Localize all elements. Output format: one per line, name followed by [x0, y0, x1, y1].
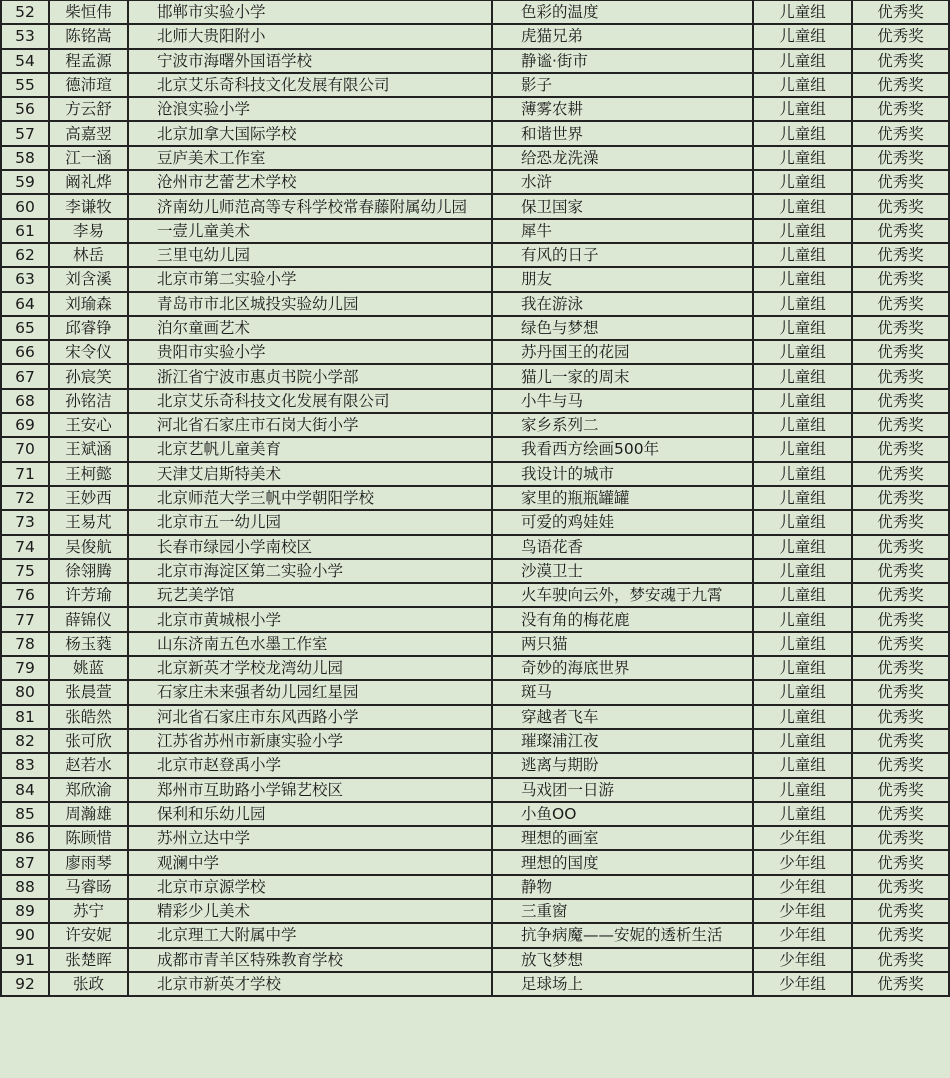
table-row — [1, 389, 949, 413]
table-row — [1, 170, 949, 194]
artwork-title: 犀牛 — [492, 219, 753, 243]
row-number: 79 — [1, 656, 49, 680]
age-group: 少年组 — [753, 875, 852, 899]
award-level: 优秀奖 — [852, 729, 949, 753]
row-number: 91 — [1, 948, 49, 972]
row-number: 57 — [1, 121, 49, 145]
age-group: 儿童组 — [753, 267, 852, 291]
participant-name: 李谦牧 — [49, 194, 128, 218]
artwork-title: 三重窗 — [492, 899, 753, 923]
award-level: 优秀奖 — [852, 267, 949, 291]
award-level: 优秀奖 — [852, 826, 949, 850]
participant-name: 张晨萱 — [49, 680, 128, 704]
school-name: 济南幼儿师范高等专科学校常春藤附属幼儿园 — [128, 194, 492, 218]
participant-name: 张可欣 — [49, 729, 128, 753]
school-name: 江苏省苏州市新康实验小学 — [128, 729, 492, 753]
age-group: 儿童组 — [753, 146, 852, 170]
table-row — [1, 292, 949, 316]
award-level: 优秀奖 — [852, 510, 949, 534]
school-name: 成都市青羊区特殊教育学校 — [128, 948, 492, 972]
table-row — [1, 656, 949, 680]
school-name: 北京市京源学校 — [128, 875, 492, 899]
row-number: 80 — [1, 680, 49, 704]
row-number: 64 — [1, 292, 49, 316]
participant-name: 陈铭嵩 — [49, 24, 128, 48]
artwork-title: 小牛与马 — [492, 389, 753, 413]
row-number: 83 — [1, 753, 49, 777]
school-name: 苏州立达中学 — [128, 826, 492, 850]
artwork-title: 保卫国家 — [492, 194, 753, 218]
school-name: 河北省石家庄市石岗大街小学 — [128, 413, 492, 437]
participant-name: 姚蓝 — [49, 656, 128, 680]
table-row — [1, 73, 949, 97]
award-level: 优秀奖 — [852, 802, 949, 826]
participant-name: 王妙西 — [49, 486, 128, 510]
award-level: 优秀奖 — [852, 486, 949, 510]
age-group: 儿童组 — [753, 364, 852, 388]
row-number: 73 — [1, 510, 49, 534]
table-row — [1, 948, 949, 972]
participant-name: 徐翎腾 — [49, 559, 128, 583]
row-number: 53 — [1, 24, 49, 48]
table-row — [1, 705, 949, 729]
school-name: 北京市海淀区第二实验小学 — [128, 559, 492, 583]
row-number: 63 — [1, 267, 49, 291]
row-number: 88 — [1, 875, 49, 899]
award-level: 优秀奖 — [852, 146, 949, 170]
row-number: 65 — [1, 316, 49, 340]
award-level: 优秀奖 — [852, 656, 949, 680]
award-level: 优秀奖 — [852, 24, 949, 48]
award-level: 优秀奖 — [852, 753, 949, 777]
school-name: 精彩少儿美术 — [128, 899, 492, 923]
artwork-title: 有风的日子 — [492, 243, 753, 267]
participant-name: 廖雨琴 — [49, 850, 128, 874]
school-name: 山东济南五色水墨工作室 — [128, 632, 492, 656]
age-group: 儿童组 — [753, 49, 852, 73]
participant-name: 孙铭洁 — [49, 389, 128, 413]
school-name: 石家庄未来强者幼儿园红星园 — [128, 680, 492, 704]
table-row — [1, 899, 949, 923]
row-number: 66 — [1, 340, 49, 364]
age-group: 少年组 — [753, 899, 852, 923]
table-row — [1, 559, 949, 583]
table-row — [1, 462, 949, 486]
school-name: 玩艺美学馆 — [128, 583, 492, 607]
age-group: 儿童组 — [753, 559, 852, 583]
age-group: 儿童组 — [753, 510, 852, 534]
artwork-title: 静物 — [492, 875, 753, 899]
school-name: 保利和乐幼儿园 — [128, 802, 492, 826]
participant-name: 王安心 — [49, 413, 128, 437]
artwork-title: 抗争病魔——安妮的透析生活 — [492, 923, 753, 947]
award-level: 优秀奖 — [852, 219, 949, 243]
age-group: 儿童组 — [753, 802, 852, 826]
artwork-title: 家乡系列二 — [492, 413, 753, 437]
award-level: 优秀奖 — [852, 559, 949, 583]
award-level: 优秀奖 — [852, 972, 949, 996]
award-level: 优秀奖 — [852, 49, 949, 73]
artwork-title: 穿越者飞车 — [492, 705, 753, 729]
school-name: 贵阳市实验小学 — [128, 340, 492, 364]
participant-name: 方云舒 — [49, 97, 128, 121]
age-group: 少年组 — [753, 948, 852, 972]
school-name: 长春市绿园小学南校区 — [128, 535, 492, 559]
artwork-title: 静谧·街市 — [492, 49, 753, 73]
age-group: 少年组 — [753, 850, 852, 874]
award-level: 优秀奖 — [852, 437, 949, 461]
participant-name: 张政 — [49, 972, 128, 996]
participant-name: 马睿旸 — [49, 875, 128, 899]
table-row — [1, 753, 949, 777]
school-name: 一壹儿童美术 — [128, 219, 492, 243]
row-number: 92 — [1, 972, 49, 996]
table-row — [1, 729, 949, 753]
table-row — [1, 267, 949, 291]
row-number: 77 — [1, 607, 49, 631]
age-group: 儿童组 — [753, 656, 852, 680]
participant-name: 赵若水 — [49, 753, 128, 777]
participant-name: 郑欣渝 — [49, 778, 128, 802]
school-name: 北京市新英才学校 — [128, 972, 492, 996]
row-number: 74 — [1, 535, 49, 559]
age-group: 儿童组 — [753, 219, 852, 243]
row-number: 76 — [1, 583, 49, 607]
table-row — [1, 583, 949, 607]
school-name: 北京艺帆儿童美育 — [128, 437, 492, 461]
row-number: 81 — [1, 705, 49, 729]
row-number: 52 — [1, 0, 49, 24]
artwork-title: 虎猫兄弟 — [492, 24, 753, 48]
school-name: 北京艾乐奇科技文化发展有限公司 — [128, 73, 492, 97]
table-row — [1, 340, 949, 364]
artwork-title: 理想的画室 — [492, 826, 753, 850]
school-name: 河北省石家庄市东风西路小学 — [128, 705, 492, 729]
age-group: 儿童组 — [753, 73, 852, 97]
school-name: 北京加拿大国际学校 — [128, 121, 492, 145]
age-group: 儿童组 — [753, 753, 852, 777]
award-level: 优秀奖 — [852, 389, 949, 413]
participant-name: 德沛瑄 — [49, 73, 128, 97]
age-group: 儿童组 — [753, 24, 852, 48]
age-group: 儿童组 — [753, 97, 852, 121]
table-row — [1, 219, 949, 243]
artwork-title: 马戏团一日游 — [492, 778, 753, 802]
award-level: 优秀奖 — [852, 73, 949, 97]
table-row — [1, 0, 949, 24]
participant-name: 柴恒伟 — [49, 0, 128, 24]
row-number: 62 — [1, 243, 49, 267]
artwork-title: 家里的瓶瓶罐罐 — [492, 486, 753, 510]
artwork-title: 水浒 — [492, 170, 753, 194]
school-name: 三里屯幼儿园 — [128, 243, 492, 267]
participant-name: 王斌涵 — [49, 437, 128, 461]
school-name: 北京艾乐奇科技文化发展有限公司 — [128, 389, 492, 413]
row-number: 84 — [1, 778, 49, 802]
participant-name: 许安妮 — [49, 923, 128, 947]
row-number: 61 — [1, 219, 49, 243]
row-number: 72 — [1, 486, 49, 510]
award-level: 优秀奖 — [852, 875, 949, 899]
age-group: 儿童组 — [753, 170, 852, 194]
artwork-title: 两只猫 — [492, 632, 753, 656]
age-group: 少年组 — [753, 972, 852, 996]
artwork-title: 鸟语花香 — [492, 535, 753, 559]
award-level: 优秀奖 — [852, 316, 949, 340]
award-level: 优秀奖 — [852, 243, 949, 267]
artwork-title: 色彩的温度 — [492, 0, 753, 24]
award-level: 优秀奖 — [852, 778, 949, 802]
participant-name: 程孟源 — [49, 49, 128, 73]
school-name: 北京市黄城根小学 — [128, 607, 492, 631]
award-level: 优秀奖 — [852, 364, 949, 388]
award-level: 优秀奖 — [852, 583, 949, 607]
table-row — [1, 510, 949, 534]
table-row — [1, 875, 949, 899]
participant-name: 刘瑜森 — [49, 292, 128, 316]
table-row — [1, 802, 949, 826]
school-name: 郑州市互助路小学锦艺校区 — [128, 778, 492, 802]
school-name: 北京市第二实验小学 — [128, 267, 492, 291]
age-group: 儿童组 — [753, 243, 852, 267]
table-row — [1, 632, 949, 656]
age-group: 儿童组 — [753, 607, 852, 631]
school-name: 北京理工大附属中学 — [128, 923, 492, 947]
participant-name: 李易 — [49, 219, 128, 243]
row-number: 90 — [1, 923, 49, 947]
school-name: 浙江省宁波市惠贞书院小学部 — [128, 364, 492, 388]
artwork-title: 沙漠卫士 — [492, 559, 753, 583]
school-name: 观澜中学 — [128, 850, 492, 874]
school-name: 北京市赵登禹小学 — [128, 753, 492, 777]
row-number: 69 — [1, 413, 49, 437]
artwork-title: 斑马 — [492, 680, 753, 704]
award-level: 优秀奖 — [852, 413, 949, 437]
artwork-title: 绿色与梦想 — [492, 316, 753, 340]
table-row — [1, 194, 949, 218]
table-row — [1, 364, 949, 388]
age-group: 儿童组 — [753, 680, 852, 704]
award-level: 优秀奖 — [852, 850, 949, 874]
row-number: 67 — [1, 364, 49, 388]
row-number: 56 — [1, 97, 49, 121]
row-number: 68 — [1, 389, 49, 413]
award-level: 优秀奖 — [852, 607, 949, 631]
age-group: 儿童组 — [753, 583, 852, 607]
table-row — [1, 778, 949, 802]
age-group: 儿童组 — [753, 389, 852, 413]
row-number: 86 — [1, 826, 49, 850]
age-group: 儿童组 — [753, 340, 852, 364]
school-name: 沧州市艺蕾艺术学校 — [128, 170, 492, 194]
age-group: 少年组 — [753, 923, 852, 947]
table-row — [1, 607, 949, 631]
award-level: 优秀奖 — [852, 680, 949, 704]
participant-name: 孙宸笑 — [49, 364, 128, 388]
artwork-title: 我在游泳 — [492, 292, 753, 316]
artwork-title: 小鱼OO — [492, 802, 753, 826]
award-level: 优秀奖 — [852, 340, 949, 364]
table-row — [1, 316, 949, 340]
table-row — [1, 49, 949, 73]
participant-name: 林岳 — [49, 243, 128, 267]
award-level: 优秀奖 — [852, 632, 949, 656]
award-level: 优秀奖 — [852, 923, 949, 947]
artwork-title: 没有角的梅花鹿 — [492, 607, 753, 631]
school-name: 沧浪实验小学 — [128, 97, 492, 121]
row-number: 75 — [1, 559, 49, 583]
artwork-title: 苏丹国王的花园 — [492, 340, 753, 364]
artwork-title: 火车驶向云外，梦安魂于九霄 — [492, 583, 753, 607]
participant-name: 江一涵 — [49, 146, 128, 170]
award-level: 优秀奖 — [852, 97, 949, 121]
artwork-title: 薄雾农耕 — [492, 97, 753, 121]
participant-name: 周瀚雄 — [49, 802, 128, 826]
school-name: 泊尔童画艺术 — [128, 316, 492, 340]
age-group: 儿童组 — [753, 729, 852, 753]
school-name: 北京师范大学三帆中学朝阳学校 — [128, 486, 492, 510]
participant-name: 宋令仪 — [49, 340, 128, 364]
artwork-title: 我设计的城市 — [492, 462, 753, 486]
row-number: 71 — [1, 462, 49, 486]
artwork-title: 可爱的鸡娃娃 — [492, 510, 753, 534]
table-row — [1, 826, 949, 850]
table-row — [1, 121, 949, 145]
award-level: 优秀奖 — [852, 0, 949, 24]
age-group: 儿童组 — [753, 413, 852, 437]
participant-name: 阚礼烨 — [49, 170, 128, 194]
age-group: 儿童组 — [753, 292, 852, 316]
row-number: 89 — [1, 899, 49, 923]
row-number: 58 — [1, 146, 49, 170]
participant-name: 苏宁 — [49, 899, 128, 923]
table-row — [1, 243, 949, 267]
artwork-title: 给恐龙洗澡 — [492, 146, 753, 170]
artwork-title: 猫儿一家的周末 — [492, 364, 753, 388]
row-number: 55 — [1, 73, 49, 97]
table-row — [1, 437, 949, 461]
age-group: 儿童组 — [753, 0, 852, 24]
award-level: 优秀奖 — [852, 948, 949, 972]
age-group: 儿童组 — [753, 778, 852, 802]
school-name: 邯郸市实验小学 — [128, 0, 492, 24]
row-number: 82 — [1, 729, 49, 753]
school-name: 北京市五一幼儿园 — [128, 510, 492, 534]
artwork-title: 放飞梦想 — [492, 948, 753, 972]
award-level: 优秀奖 — [852, 292, 949, 316]
award-level: 优秀奖 — [852, 462, 949, 486]
award-list-body — [1, 0, 949, 996]
age-group: 儿童组 — [753, 705, 852, 729]
artwork-title: 影子 — [492, 73, 753, 97]
school-name: 豆庐美术工作室 — [128, 146, 492, 170]
participant-name: 薛锦仪 — [49, 607, 128, 631]
age-group: 儿童组 — [753, 194, 852, 218]
artwork-title: 朋友 — [492, 267, 753, 291]
artwork-title: 理想的国度 — [492, 850, 753, 874]
row-number: 85 — [1, 802, 49, 826]
participant-name: 杨玉蕤 — [49, 632, 128, 656]
row-number: 59 — [1, 170, 49, 194]
table-row — [1, 97, 949, 121]
artwork-title: 足球场上 — [492, 972, 753, 996]
participant-name: 邱睿铮 — [49, 316, 128, 340]
participant-name: 张楚晖 — [49, 948, 128, 972]
row-number: 87 — [1, 850, 49, 874]
participant-name: 吴俊航 — [49, 535, 128, 559]
table-row — [1, 146, 949, 170]
school-name: 宁波市海曙外国语学校 — [128, 49, 492, 73]
age-group: 儿童组 — [753, 462, 852, 486]
row-number: 78 — [1, 632, 49, 656]
participant-name: 王柯懿 — [49, 462, 128, 486]
award-level: 优秀奖 — [852, 170, 949, 194]
age-group: 儿童组 — [753, 316, 852, 340]
table-row — [1, 535, 949, 559]
age-group: 儿童组 — [753, 632, 852, 656]
table-row — [1, 680, 949, 704]
age-group: 少年组 — [753, 826, 852, 850]
table-row — [1, 413, 949, 437]
artwork-title: 逃离与期盼 — [492, 753, 753, 777]
school-name: 天津艾启斯特美术 — [128, 462, 492, 486]
table-row — [1, 923, 949, 947]
participant-name: 王易芃 — [49, 510, 128, 534]
artwork-title: 奇妙的海底世界 — [492, 656, 753, 680]
row-number: 70 — [1, 437, 49, 461]
artwork-title: 和谐世界 — [492, 121, 753, 145]
school-name: 北师大贵阳附小 — [128, 24, 492, 48]
school-name: 青岛市市北区城投实验幼儿园 — [128, 292, 492, 316]
participant-name: 刘含溪 — [49, 267, 128, 291]
row-number: 60 — [1, 194, 49, 218]
table-row — [1, 972, 949, 996]
award-level: 优秀奖 — [852, 535, 949, 559]
age-group: 儿童组 — [753, 486, 852, 510]
participant-name: 陈顾惜 — [49, 826, 128, 850]
award-level: 优秀奖 — [852, 194, 949, 218]
age-group: 儿童组 — [753, 535, 852, 559]
artwork-title: 我看西方绘画500年 — [492, 437, 753, 461]
artwork-title: 璀璨浦江夜 — [492, 729, 753, 753]
award-level: 优秀奖 — [852, 705, 949, 729]
row-number: 54 — [1, 49, 49, 73]
award-level: 优秀奖 — [852, 899, 949, 923]
participant-name: 许芳瑜 — [49, 583, 128, 607]
award-level: 优秀奖 — [852, 121, 949, 145]
table-row — [1, 24, 949, 48]
school-name: 北京新英才学校龙湾幼儿园 — [128, 656, 492, 680]
participant-name: 张皓然 — [49, 705, 128, 729]
table-row — [1, 486, 949, 510]
table-row — [1, 850, 949, 874]
participant-name: 高嘉翌 — [49, 121, 128, 145]
age-group: 儿童组 — [753, 121, 852, 145]
age-group: 儿童组 — [753, 437, 852, 461]
